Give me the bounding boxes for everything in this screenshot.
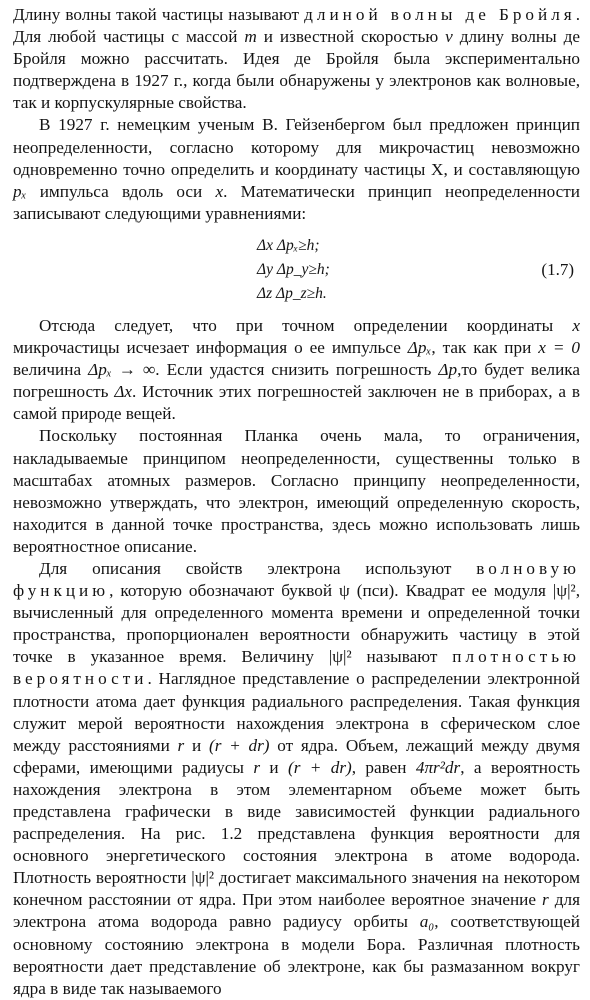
text-run: , а вероятность нахождения электрона в этом элементарном объеме может быть представлена графически в виде зависимостей функции радиального распределения. На рис. 1.2 представлена функция вероятности для основного энергетического состояния электрона в атоме водорода. Плотность вероятности |ψ|² достигает максимального значения на некотором конечном расстоянии от ядра. При этом наиболее вероятное значение [13, 757, 580, 910]
text-run: микрочастицы исчезает информация о ее импульсе [13, 338, 408, 358]
paragraph-de-broglie [13, 4, 580, 114]
spaced-term: длиной волны де Бройля [304, 5, 576, 24]
math-symbol: r [253, 757, 261, 777]
text-run: . Если удастся снизить погрешность [155, 360, 439, 380]
math-symbol: x [572, 315, 580, 335]
text-run: . Наглядное представление о распределении электронной плотности атома дает функция радиального распределения. Такая функция служит мерой вероятности нахождения электрона в сферическом слое между расстояниями [13, 669, 580, 755]
text-run: длину волны де Бройля можно рассчитать. Идея де Бройля была экспериментально подтверждена в 1927 г., когда были обнаружены у электронов как волновые, так и корпускулярные свойства. [13, 27, 580, 113]
uncertainty-formula [13, 231, 580, 311]
math-symbol: Δpₓ [407, 338, 432, 358]
math-symbol: Δp [438, 360, 458, 380]
math-symbol: (r + dr) [208, 735, 270, 755]
equation-x: Δx Δpₓ≥h; [257, 236, 320, 254]
paragraph-consequence [13, 315, 580, 425]
equation-z: Δz Δp_z≥h. [257, 284, 327, 302]
text-run: , соответствующей основному состоянию электрона в модели Бора. Различная плотность вероятности дает представление об электроне, как бы размазанном вокруг ядра в виде так называемого [13, 912, 580, 998]
text-run: ,то будет велика погрешность [13, 360, 581, 402]
text-run: , которую обозначают буквой ψ (пси). Квадрат ее модуля |ψ|², вычисленный для определенного момента времени и определенной точки пространства, пропорционален вероятности обнаружить частицу в этой точке в указанное время. Величину |ψ|² называют [13, 581, 580, 667]
text-run: и [184, 735, 209, 755]
math-symbol: v [445, 27, 453, 47]
text-run: , так как при [431, 338, 539, 358]
math-symbol: m [244, 27, 257, 47]
text-run: . Для любой частицы с массой [13, 5, 580, 47]
text-run: . Источник этих погрешностей заключен не в приборах, а в самой природе вещей. [13, 382, 580, 424]
math-symbol: r [542, 890, 549, 910]
text-run: и [260, 757, 288, 777]
text-run: величина [13, 360, 89, 380]
text-run: от ядра. Объем, лежащий между двумя сферами, имеющими радиусы [13, 735, 580, 777]
text-run: Отсюда следует, что при точном определении координаты [39, 315, 573, 335]
spaced-term: плотностью вероятности [13, 647, 580, 689]
math-symbol: pₓ [13, 181, 27, 201]
math-symbol: Δpₓ → ∞ [88, 360, 156, 380]
paragraph-heisenberg [13, 114, 580, 224]
paragraph-wave-function [13, 558, 580, 1000]
math-symbol: x [215, 181, 224, 201]
text-run: . Математически принцип неопределенности записывают следующими уравнениями: [13, 181, 580, 223]
math-symbol: 4πr²dr [415, 757, 461, 777]
math-symbol: (r + dr) [287, 757, 352, 777]
equation-number: (1.7) [541, 259, 574, 279]
math-symbol: r [177, 735, 185, 755]
text-run: В 1927 г. немецким ученым В. Гейзенбергом был предложен принцип неопределенности, согласно которому для микрочастиц невозможно одновременно точно определить и координату частицы Х, и составляющую [13, 115, 580, 179]
text-run: , равен [351, 757, 416, 777]
text-run: для электрона атома водорода равно радиусу орбиты [13, 890, 580, 932]
text-run: и известной скоростью [256, 27, 446, 47]
text-run: Поскольку постоянная Планка очень мала, то ограничения, накладываемые принципом неопределенности, существенны только в масштабах атомных размеров. Согласно принципу неопределенности, невозможно утверждать, что электрон, имеющий определенную скорость, находится в данной точке пространства, здесь можно использовать лишь вероятностное описание. [13, 426, 580, 556]
spaced-term: волновую функцию [13, 558, 580, 601]
paragraph-planck [13, 425, 580, 558]
text-run: Длину волны такой частицы называют [13, 5, 305, 24]
math-symbol: x = 0 [538, 338, 581, 358]
text-run: Для описания свойств электрона используют [39, 558, 477, 578]
math-symbol: a₀ [419, 912, 435, 932]
math-symbol: Δx [114, 382, 133, 402]
text-run: импульса вдоль оси [26, 181, 216, 201]
equation-y: Δy Δp_y≥h; [257, 260, 330, 278]
